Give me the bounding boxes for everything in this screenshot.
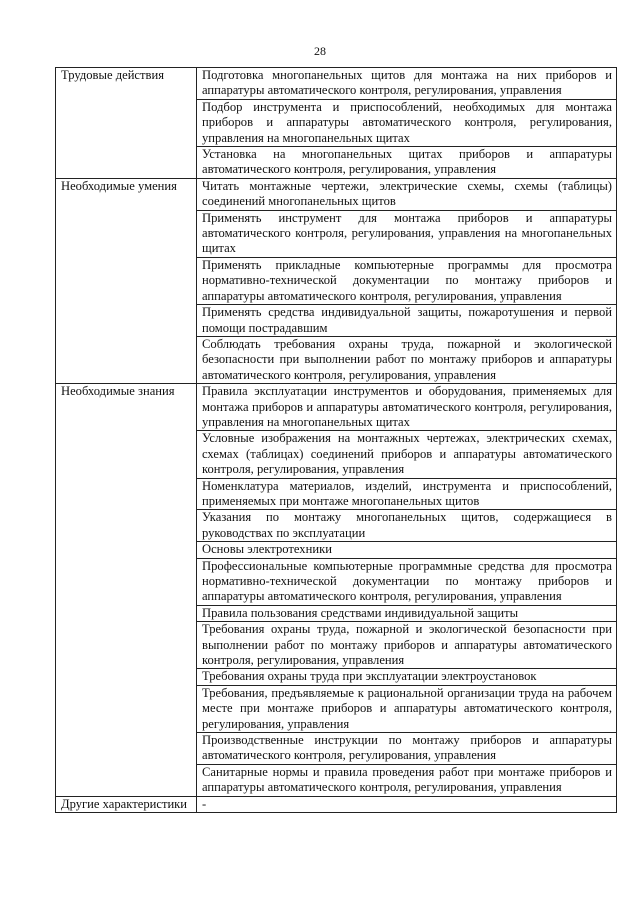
description-cell: Читать монтажные чертежи, электрические схемы, схемы (таблицы) соединений многопанельных щитов xyxy=(197,178,617,210)
description-cell: Основы электротехники xyxy=(197,542,617,558)
category-cell: Другие характеристики xyxy=(56,796,197,812)
table-row xyxy=(56,178,617,210)
description-cell: - xyxy=(197,796,617,812)
description-cell: Применять средства индивидуальной защиты, пожаротушения и первой помощи пострадавшим xyxy=(197,305,617,337)
description-cell: Требования охраны труда, пожарной и экологической безопасности при выполнении работ по монтажу приборов и аппаратуры автоматического контроля, регулирования, управления xyxy=(197,622,617,669)
table-row xyxy=(56,796,617,812)
description-cell: Правила пользования средствами индивидуальной защиты xyxy=(197,605,617,621)
description-cell: Требования, предъявляемые к рациональной организации труда на рабочем месте при монтаже приборов и аппаратуры автоматического контроля, регулирования, управления xyxy=(197,685,617,732)
competency-table xyxy=(55,67,617,813)
description-cell: Производственные инструкции по монтажу приборов и аппаратуры автоматического контроля, регулирования, управления xyxy=(197,733,617,765)
description-cell: Профессиональные компьютерные программные средства для просмотра нормативно-технической документации по монтажу приборов и аппаратуры автоматического контроля, регулирования, управления xyxy=(197,558,617,605)
description-cell: Подбор инструмента и приспособлений, необходимых для монтажа приборов и аппаратуры автоматического контроля, регулирования, управления на многопанельных щитах xyxy=(197,99,617,146)
description-cell: Указания по монтажу многопанельных щитов, содержащиеся в руководствах по эксплуатации xyxy=(197,510,617,542)
table-row xyxy=(56,384,617,431)
table-row xyxy=(56,68,617,100)
description-cell: Соблюдать требования охраны труда, пожарной и экологической безопасности при выполнении работ по монтажу приборов и аппаратуры автоматического контроля, регулирования, управления xyxy=(197,336,617,383)
category-cell: Необходимые знания xyxy=(56,384,197,797)
category-cell: Трудовые действия xyxy=(56,68,197,179)
description-cell: Установка на многопанельных щитах приборов и аппаратуры автоматического контроля, регулирования, управления xyxy=(197,147,617,179)
description-cell: Требования охраны труда при эксплуатации электроустановок xyxy=(197,669,617,685)
page-number: 28 xyxy=(314,44,326,58)
description-cell: Правила эксплуатации инструментов и оборудования, применяемых для монтажа приборов и аппаратуры автоматического контроля, регулирования, управления на многопанельных щитах xyxy=(197,384,617,431)
description-cell: Санитарные нормы и правила проведения работ при монтаже приборов и аппаратуры автоматического контроля, регулирования, управления xyxy=(197,764,617,796)
description-cell: Номенклатура материалов, изделий, инструмента и приспособлений, применяемых при монтаже многопанельных щитов xyxy=(197,478,617,510)
description-cell: Условные изображения на монтажных чертежах, электрических схемах, схемах (таблицах) соединений приборов и аппаратуры автоматического контроля, регулирования, управления xyxy=(197,431,617,478)
description-cell: Подготовка многопанельных щитов для монтажа на них приборов и аппаратуры автоматического контроля, регулирования, управления xyxy=(197,68,617,100)
description-cell: Применять прикладные компьютерные программы для просмотра нормативно-технической документации по монтажу приборов и аппаратуры автоматического контроля, регулирования, управления xyxy=(197,257,617,304)
category-cell: Необходимые умения xyxy=(56,178,197,383)
table-body xyxy=(56,68,617,813)
description-cell: Применять инструмент для монтажа приборов и аппаратуры автоматического контроля, регулирования, управления на многопанельных щитах xyxy=(197,210,617,257)
